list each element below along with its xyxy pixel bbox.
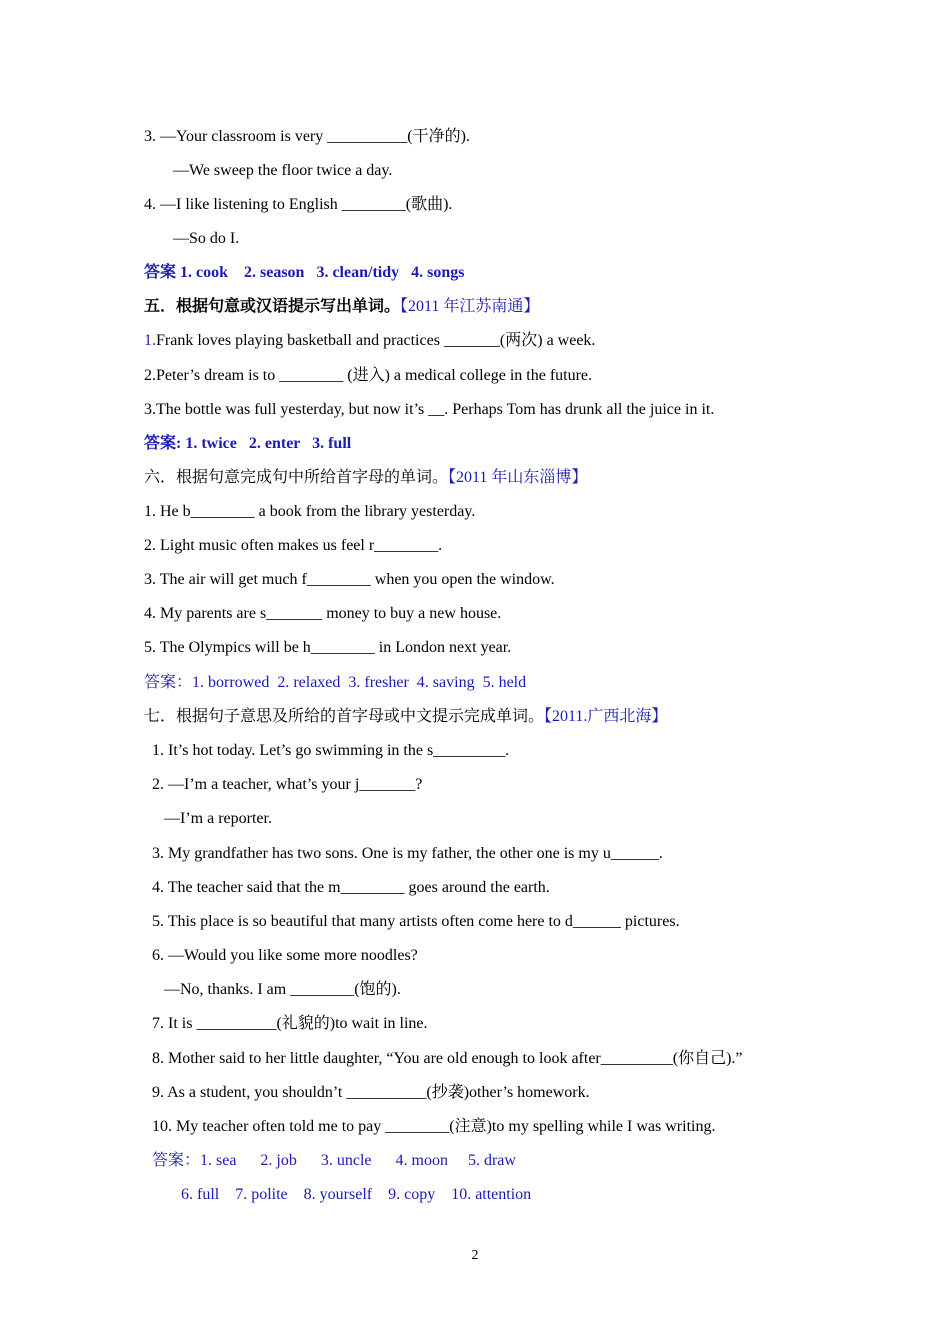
q5-1-number: 1. (144, 332, 156, 349)
q7-5: 5. This place is so beautiful that many artists often come here to d______ pictures. (152, 913, 680, 930)
q7-7: 7. It is __________(礼貌的)to wait in line. (152, 1015, 428, 1032)
q6-2: 2. Light music often makes us feel r________. (144, 537, 443, 554)
section-7-title: 七．根据句子意思及所给的首字母或中文提示完成单词。 (144, 708, 545, 725)
answer-4: 答案 1. cook 2. season 3. clean/tidy 4. songs (144, 264, 465, 281)
section-6-title: 六．根据句意完成句中所给首字母的单词。 (144, 469, 449, 486)
q7-9: 9. As a student, you shouldn’t __________(抄袭)other’s homework. (152, 1084, 590, 1101)
q6-3: 3. The air will get much f________ when you open the window. (144, 571, 555, 588)
q4-4-line1: 4. —I like listening to English ________(歌曲). (144, 196, 453, 213)
q7-6-line2: —No, thanks. I am ________(饱的). (164, 981, 401, 998)
q4-4-line2: —So do I. (173, 230, 240, 247)
q7-2-line1: 2. —I’m a teacher, what’s your j_______? (152, 776, 423, 793)
q7-1: 1. It’s hot today. Let’s go swimming in the s_________. (152, 742, 510, 759)
q5-3: 3.The bottle was full yesterday, but now it’s __. Perhaps Tom has drunk all the juice in it. (144, 401, 715, 418)
q7-8: 8. Mother said to her little daughter, “You are old enough to look after_________(你自己).” (152, 1050, 743, 1067)
q7-6-line1: 6. —Would you like some more noodles? (152, 947, 418, 964)
q5-2: 2.Peter’s dream is to ________ (进入) a medical college in the future. (144, 367, 593, 384)
section-5-source: 【2011 年江苏南通】 (400, 298, 540, 315)
page-number: 2 (471, 1248, 479, 1263)
q7-10: 10. My teacher often told me to pay ________(注意)to my spelling while I was writing. (152, 1118, 716, 1135)
answer-7-line1: 答案：1. sea 2. job 3. uncle 4. moon 5. draw (152, 1152, 516, 1169)
answer-7-line2: 6. full 7. polite 8. yourself 9. copy 10. attention (181, 1186, 532, 1203)
q7-2-line2: —I’m a reporter. (164, 810, 272, 827)
section-7-heading (144, 707, 667, 727)
q4-3-line1: 3. —Your classroom is very __________(干净的). (144, 128, 470, 145)
section-6-source: 【2011 年山东淄博】 (448, 469, 588, 486)
q5-1 (144, 331, 595, 351)
q4-3-line2: —We sweep the floor twice a day. (173, 162, 393, 179)
answer-5: 答案: 1. twice 2. enter 3. full (144, 435, 352, 452)
q7-4: 4. The teacher said that the m________ goes around the earth. (152, 879, 550, 896)
answer-6: 答案：1. borrowed 2. relaxed 3. fresher 4. saving 5. held (144, 674, 527, 691)
q7-3: 3. My grandfather has two sons. One is my father, the other one is my u______. (152, 845, 663, 862)
q6-5: 5. The Olympics will be h________ in London next year. (144, 639, 512, 656)
q6-4: 4. My parents are s_______ money to buy a new house. (144, 605, 502, 622)
q5-1-text: Frank loves playing basketball and practices _______(两次) a week. (156, 332, 596, 349)
section-5-heading (144, 297, 539, 317)
section-6-heading (144, 468, 587, 488)
section-5-title: 五．根据句意或汉语提示写出单词。 (144, 298, 401, 315)
section-7-source: 【2011.广西北海】 (544, 708, 668, 725)
q6-1: 1. He b________ a book from the library yesterday. (144, 503, 476, 520)
